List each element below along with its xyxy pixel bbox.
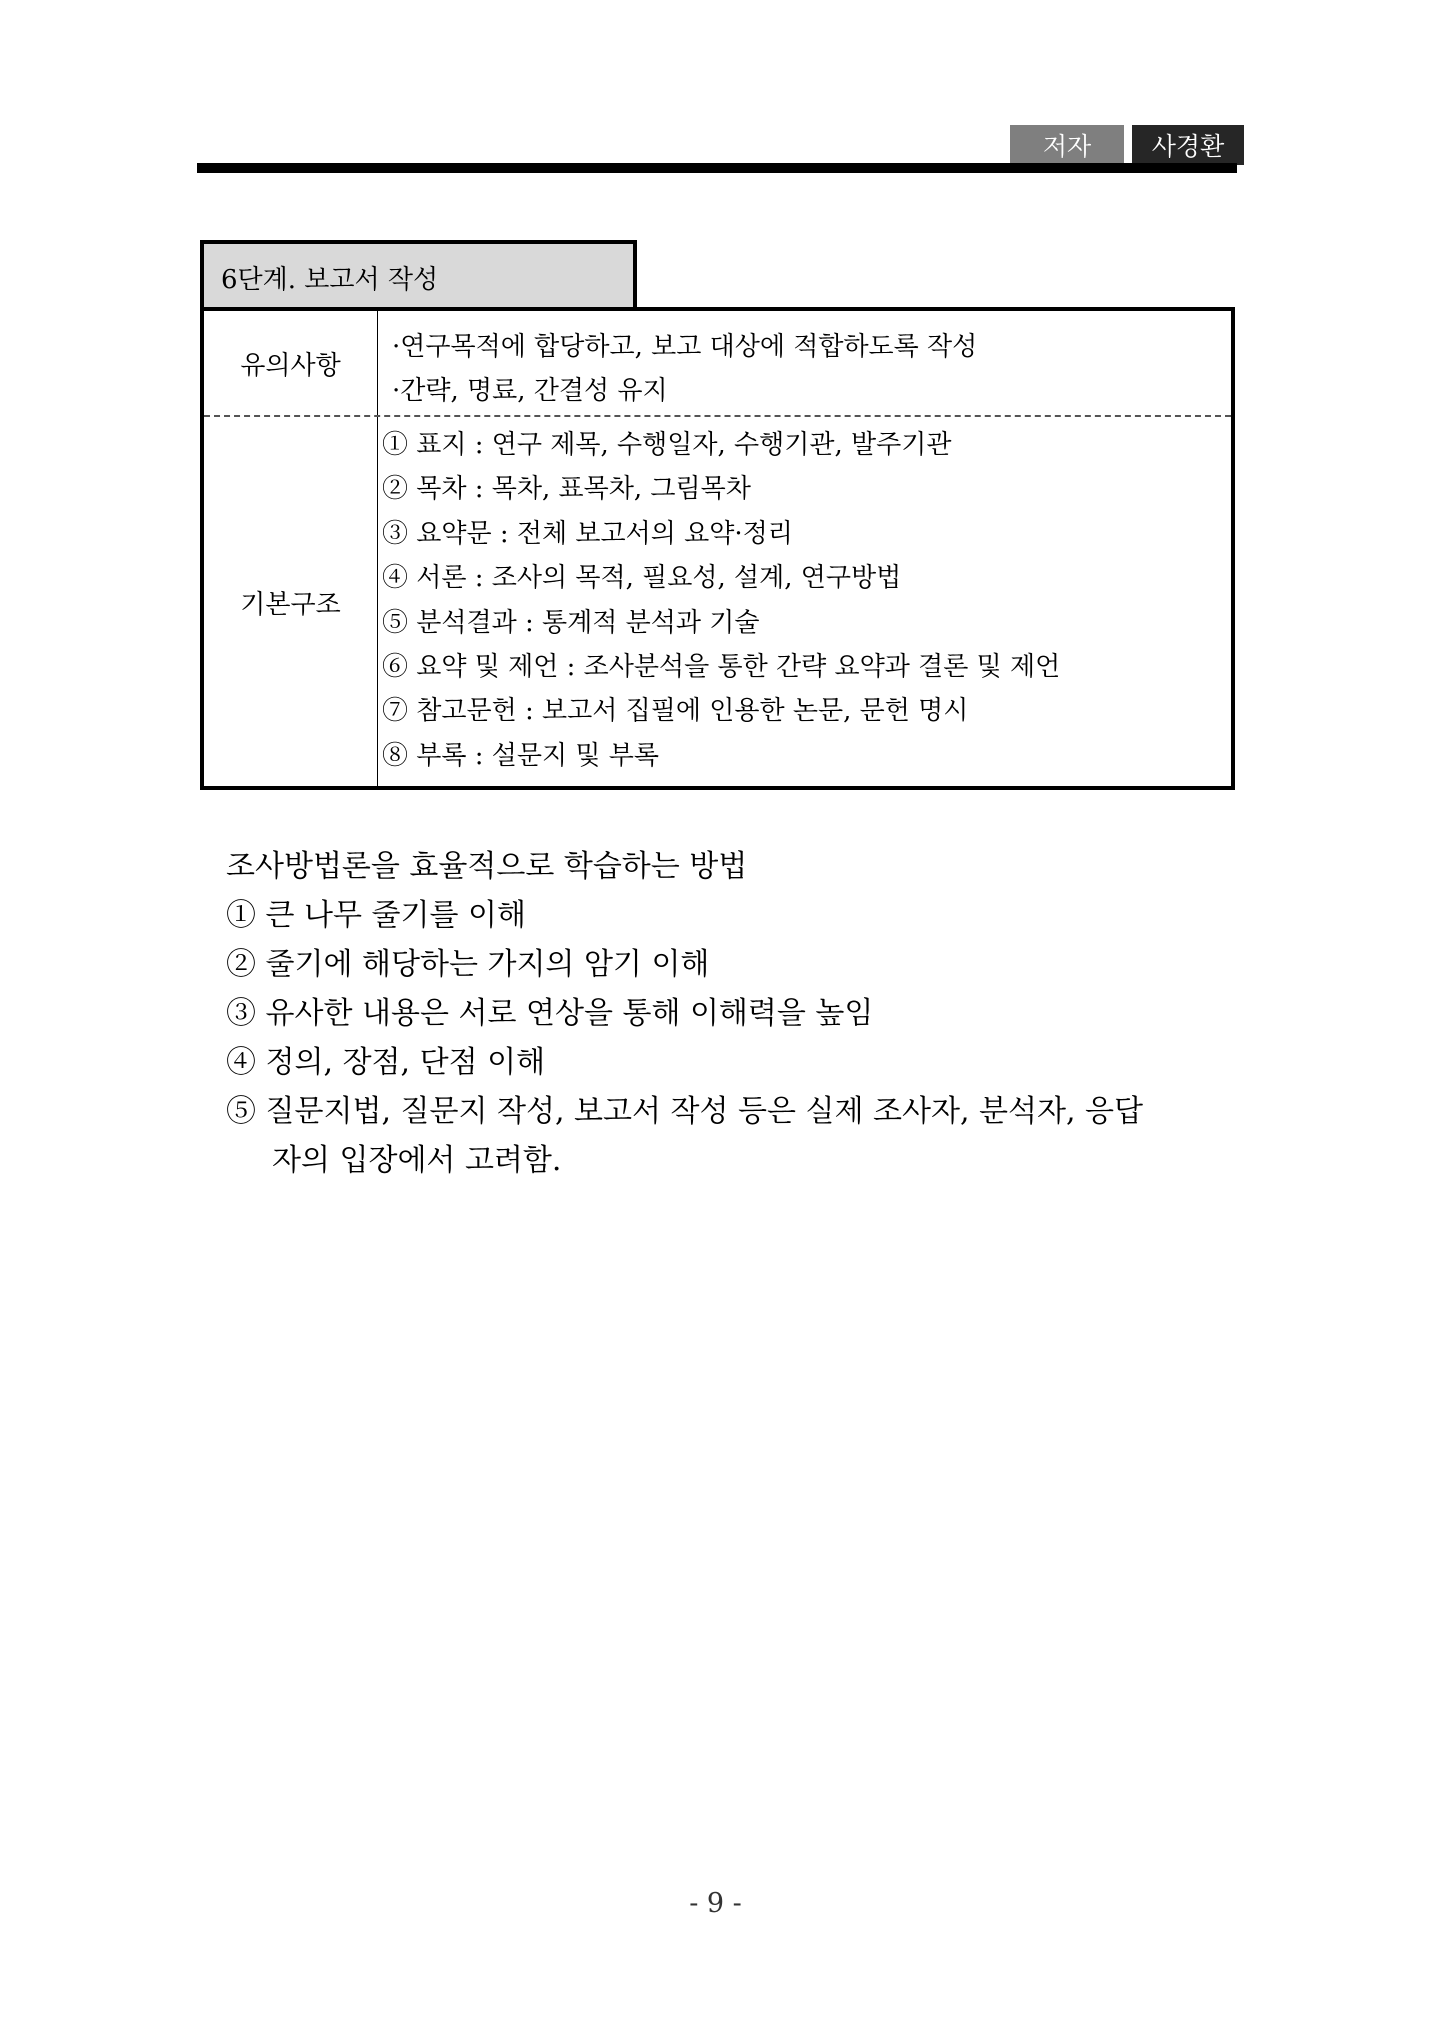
caution-item: ·간략, 명료, 간결성 유지 bbox=[392, 376, 668, 406]
structure-label-text: 기본구조 bbox=[240, 590, 341, 620]
methods-item-continuation: 자의 입장에서 고려함. bbox=[272, 1143, 562, 1178]
author-badge bbox=[1010, 125, 1244, 165]
author-name: 사경환 bbox=[1132, 125, 1244, 165]
structure-label bbox=[204, 417, 377, 788]
report-structure-table bbox=[200, 307, 1235, 790]
methods-item: ④ 정의, 장점, 단점 이해 bbox=[226, 1045, 546, 1080]
caution-item: ·연구목적에 합당하고, 보고 대상에 적합하도록 작성 bbox=[392, 332, 978, 362]
caution-label-text: 유의사항 bbox=[240, 350, 341, 381]
study-methods-section bbox=[226, 842, 1143, 1185]
structure-list bbox=[382, 423, 1060, 778]
methods-item: ③ 유사한 내용은 서로 연상을 통해 이해력을 높임 bbox=[226, 996, 874, 1031]
page-number: - 9 - bbox=[689, 1888, 742, 1919]
author-label: 저자 bbox=[1010, 125, 1124, 165]
methods-item: ⑤ 질문지법, 질문지 작성, 보고서 작성 등은 실제 조사자, 분석자, 응답 bbox=[226, 1094, 1143, 1129]
step-title-box bbox=[200, 240, 637, 310]
structure-item: ④ 서론 : 조사의 목적, 필요성, 설계, 연구방법 bbox=[382, 563, 902, 594]
methods-title: 조사방법론을 효율적으로 학습하는 방법 bbox=[226, 849, 748, 884]
header-rule bbox=[197, 163, 1237, 173]
structure-item: ⑦ 참고문헌 : 보고서 집필에 인용한 논문, 문헌 명시 bbox=[382, 696, 969, 727]
step-title: 6단계. 보고서 작성 bbox=[221, 264, 439, 295]
column-divider bbox=[377, 311, 378, 786]
caution-label bbox=[204, 311, 377, 415]
author-separator bbox=[1124, 125, 1132, 165]
methods-item: ① 큰 나무 줄기를 이해 bbox=[226, 898, 526, 933]
structure-item: ⑥ 요약 및 제언 : 조사분석을 통한 간략 요약과 결론 및 제언 bbox=[382, 652, 1061, 683]
structure-item: ⑧ 부록 : 설문지 및 부록 bbox=[382, 740, 660, 771]
structure-item: ⑤ 분석결과 : 통계적 분석과 기술 bbox=[382, 607, 760, 638]
caution-list bbox=[392, 325, 977, 413]
structure-item: ③ 요약문 : 전체 보고서의 요약·정리 bbox=[382, 518, 793, 549]
methods-item: ② 줄기에 해당하는 가지의 암기 이해 bbox=[226, 947, 710, 982]
structure-item: ② 목차 : 목차, 표목차, 그림목차 bbox=[382, 474, 751, 505]
structure-item: ① 표지 : 연구 제목, 수행일자, 수행기관, 발주기관 bbox=[382, 430, 952, 460]
